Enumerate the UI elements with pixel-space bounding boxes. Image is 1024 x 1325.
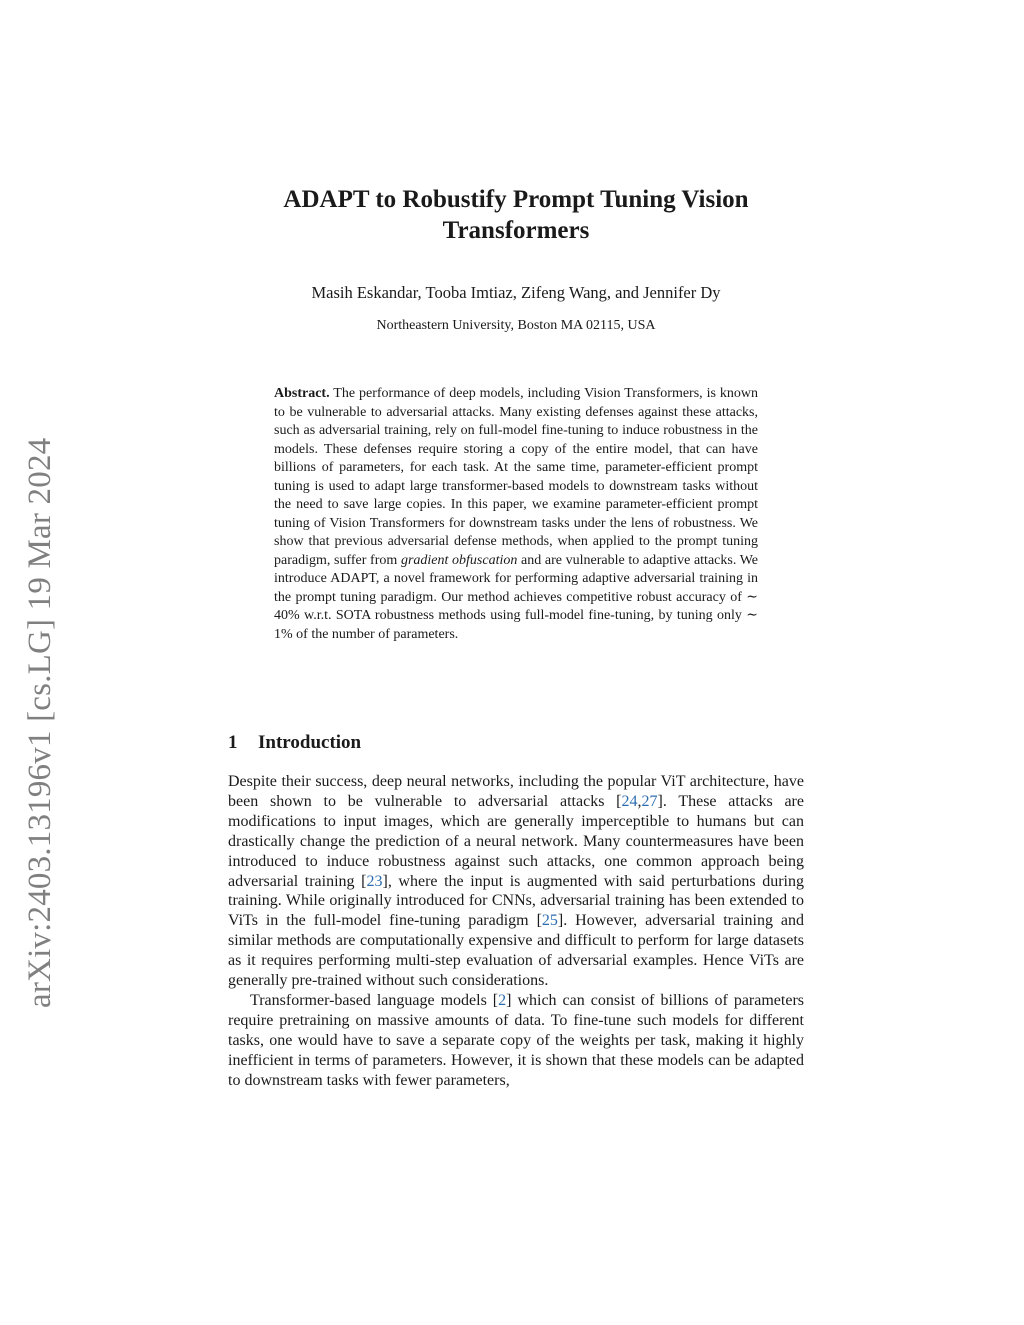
paragraph-text: Despite their success, deep neural networks, including the popular ViT architecture, have been shown to be vulnerable to adversarial attacks [ [228,773,804,810]
paragraph-text: ], where the input is augmented with said perturbations during training. While originally introduced for CNNs, adversarial training has been extended to ViTs in the full-model fine-tuning paradigm [ [228,872,804,930]
paragraph [228,991,804,1091]
citation-link[interactable]: 25 [541,912,558,930]
abstract-text-end: and are vulnerable to adaptive attacks. We introduce ADAPT, a novel framework for performing adaptive adversarial training in the prompt tuning paradigm. Our method achieves competitive robust accuracy of ∼ 40% w.r.t. SOTA robustness methods using full-model fine-tuning, by tuning only ∼ 1% of the number of parameters. [274,552,759,642]
abstract-label: Abstract. [274,386,330,401]
paper-title: ADAPT to Robustify Prompt Tuning Vision Transformers [283,186,749,244]
paragraph-text: Transformer-based language models [ [250,991,499,1009]
arxiv-id-text: arXiv:2403.13196v1 [cs.LG] 19 Mar 2024 [22,437,58,1008]
paragraph-text: ]. However, adversarial training and similar methods are computationally expensive and difficult to perform for large datasets as it requires performing multi-step evaluation of adversarial examples. Hence ViTs are generally pre-trained without such considerations. [228,912,805,990]
paragraph-text: ]. These attacks are modifications to input images, which are generally imperceptible to humans but can drastically change the prediction of a neural network. Many countermeasures have been introduced to induce robustness against such attacks, one common approach being adversarial training [ [228,792,804,890]
paragraph [228,772,804,991]
section-number: 1 [228,732,238,753]
affiliation: Northeastern University, Boston MA 02115, USA [376,318,656,333]
citation-link[interactable]: 2 [498,991,507,1009]
citation-link[interactable]: 23 [366,872,383,890]
section-heading [228,731,361,755]
citation-link[interactable]: 24 [621,792,638,810]
abstract-text-start: The performance of deep models, including Vision Transformers, is known to be vulnerable to adversarial attacks. Many existing defenses against these attacks, such as adversarial training, rely on full-model fine-tuning to induce robustness in the models. These defenses require storing a copy of the entire model, that can have billions of parameters, for each task. At the same time, parameter-efficient prompt tuning is used to adapt large transformer-based models to downstream tasks without the need to save large copies. In this paper, we examine parameter-efficient prompt tuning of Vision Transformers for downstream tasks under the lens of robustness. We show that previous adversarial defense methods, when applied to the prompt tuning paradigm, suffer from [274,386,758,568]
paragraph-text: ] which can consist of billions of parameters require pretraining on massive amounts of data. To fine-tune such models for different tasks, one would have to save a separate copy of the weights per task, making it highly inefficient in terms of parameters. However, it is shown that these models can be adapted to downstream tasks with fewer parameters, [228,991,805,1089]
author-list: Masih Eskandar, Tooba Imtiaz, Zifeng Wang, and Jennifer Dy [311,283,721,302]
abstract-block [274,385,758,644]
citation-separator: , [637,792,642,810]
introduction-body [228,772,804,1091]
abstract-emphasis: gradient obfuscation [400,552,518,568]
citation-link[interactable]: 27 [641,792,658,810]
section-title: Introduction [258,732,362,753]
